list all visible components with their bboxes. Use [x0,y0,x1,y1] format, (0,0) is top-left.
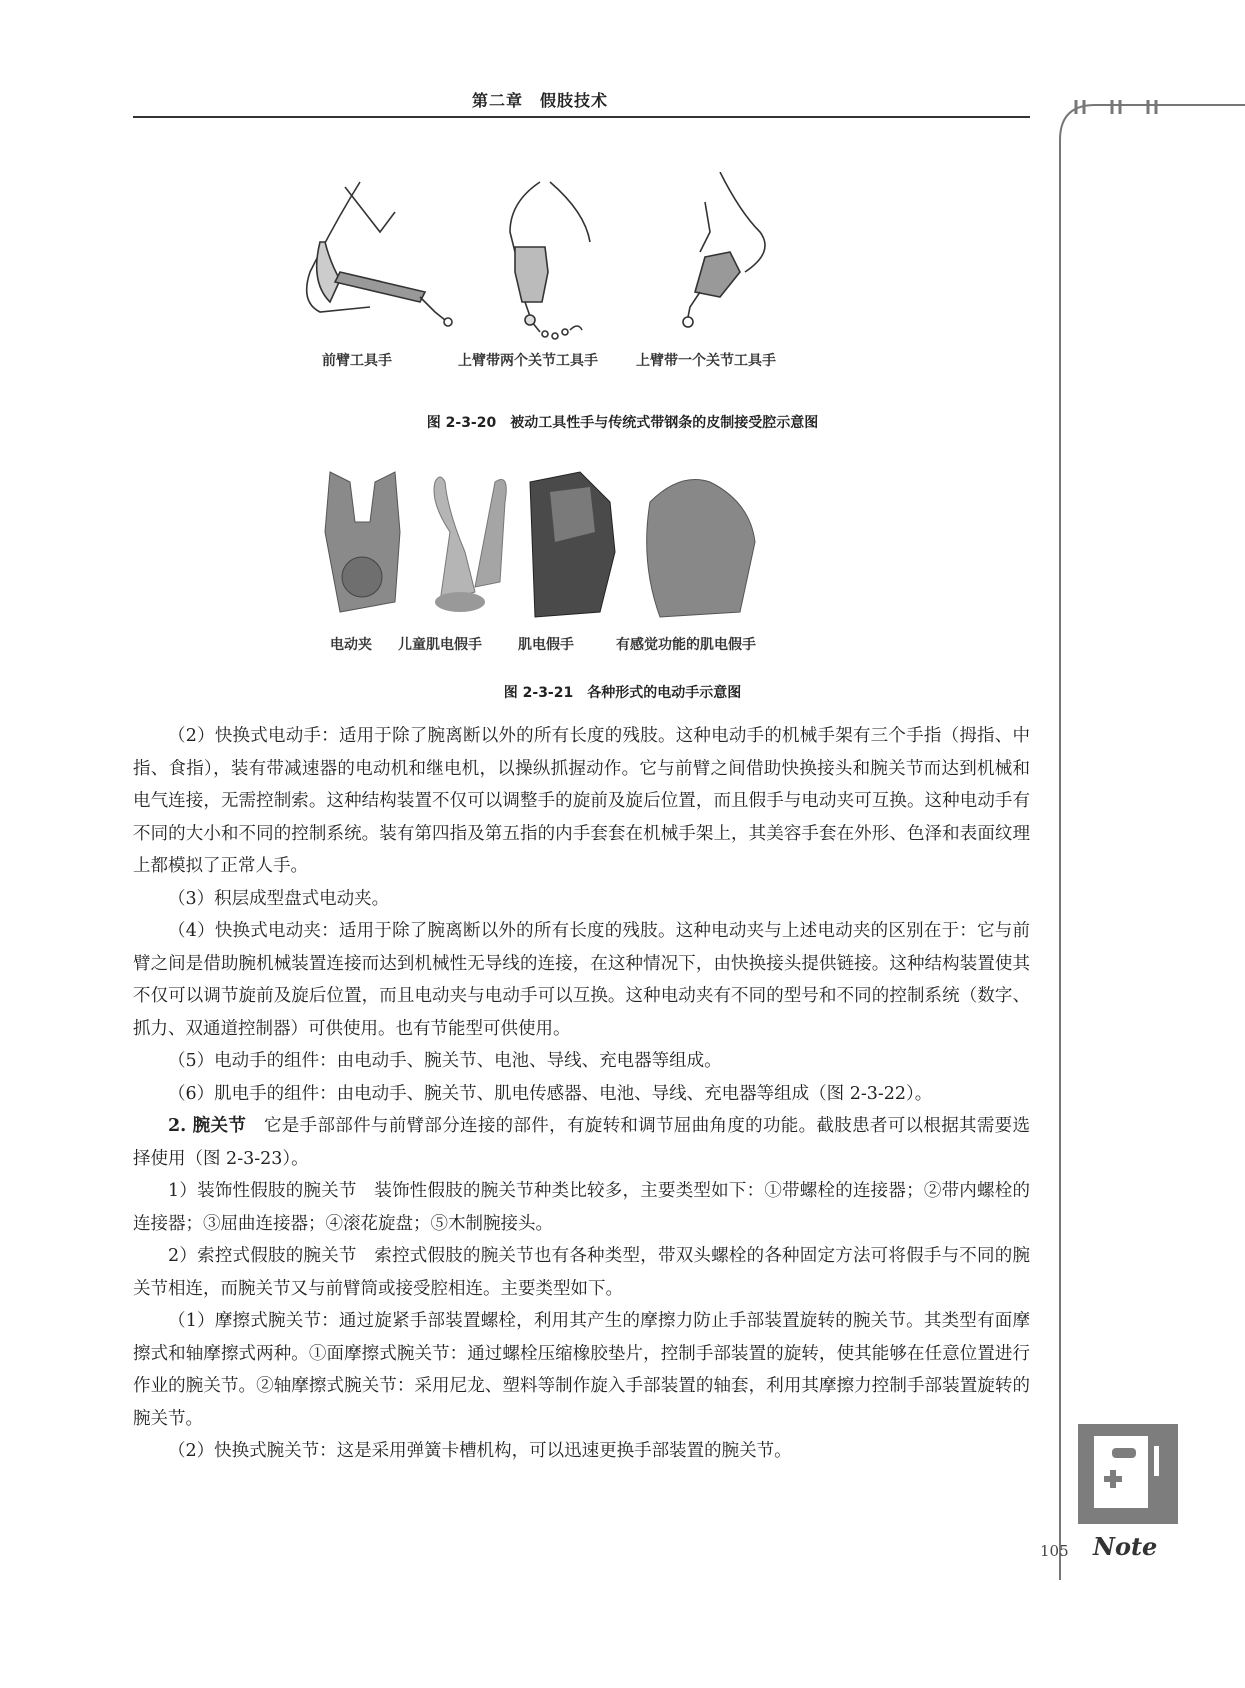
figure-label: 有感觉功能的肌电假手 [616,637,756,653]
paragraph: （5）电动手的组件：由电动手、腕关节、电池、导线、充电器等组成。 [168,1051,722,1071]
paragraph: （3）积层成型盘式电动夹。 [168,888,390,909]
header-rule [133,116,1030,118]
paragraph: （4）快换式电动夹：适用于除了腕离断以外的所有长度的残肢。这种电动夹与上述电动夹的区别在于：它与前臂之间是借助腕机械装置连接而达到机械性无导线的连接，在这种情况下，由快换接头提供链接。这种结构装置使其不仅可以调节旋前及旋后位置，而且电动夹与电动手可以互换。这种电动夹有不同的型号和不同的控制系统（数字、抓力、双通道控制器）可供使用。也有节能型可供使用。 [133,921,1030,1039]
paragraph: （1）摩擦式腕关节：通过旋紧手部装置螺栓，利用其产生的摩擦力防止手部装置旋转的腕关节。其类型有面摩擦式和轴摩擦式两种。①面摩擦式腕关节：通过螺栓压缩橡胶垫片，控制手部装置的旋转，使其能够在任意位置进行作业的腕关节。②轴摩擦式腕关节：采用尼龙、塑料等制作旋入手部装置的轴套，利用其摩擦力控制手部装置旋转的腕关节。 [133,1311,1030,1429]
tool-hand-illustrations [300,172,900,362]
paragraph: 2）索控式假肢的腕关节 索控式假肢的腕关节也有各种类型，带双头螺栓的各种固定方法可将假手与不同的腕关节相连，而腕关节又与前臂筒或接受腔相连。主要类型如下。 [133,1246,1030,1299]
figure-label: 上臂带两个关节工具手 [458,353,598,369]
paragraph: （2）快换式腕关节：这是采用弹簧卡槽机构，可以迅速更换手部装置的腕关节。 [168,1441,792,1461]
paragraph: （2）快换式电动手：适用于除了腕离断以外的所有长度的残肢。这种电动手的机械手架有三个手指（拇指、中指、食指），装有带减速器的电动机和继电机，以操纵抓握动作。它与前臂之间借助快换接头和腕关节而达到机械和电气连接，无需控制索。这种结构装置不仅可以调整手的旋前及旋后位置，而且假手与电动夹可互换。这种电动手有不同的大小和不同的控制系统。装有第四指及第五指的内手套套在机械手架上，其美容手套在外形、色泽和表面纹理上都模拟了正常人手。 [133,726,1030,876]
figure-2-3-20 [300,172,900,402]
figure-label: 前臂工具手 [322,353,392,369]
section-paragraph [133,1110,1030,1175]
body-text [133,720,1030,1468]
electric-hand-photos [300,462,900,627]
figure-label: 电动夹 [330,637,372,653]
side-decoration [1050,100,1245,1580]
section-heading: 2. 腕关节 [168,1116,247,1136]
figure-caption: 图 2-3-21 各种形式的电动手示意图 [503,685,742,701]
section-text: 它是手部部件与前臂部分连接的部件，有旋转和调节屈曲角度的功能。截肢患者可以根据其需要选择使用（图 2-3-23）。 [133,1116,1030,1169]
page-number: 105 [1040,1542,1069,1560]
chapter-header: 第二章 假肢技术 [471,91,608,110]
note-label: Note [1093,1532,1158,1561]
figure-label: 肌电假手 [518,637,574,653]
figure-label: 儿童肌电假手 [398,637,482,653]
figure-2-3-21 [300,462,900,667]
figure-caption: 图 2-3-20 被动工具性手与传统式带钢条的皮制接受腔示意图 [426,415,819,431]
paragraph: （6）肌电手的组件：由电动手、腕关节、肌电传感器、电池、导线、充电器等组成（图 2-3-22）。 [168,1083,933,1104]
figure-label: 上臂带一个关节工具手 [636,353,776,369]
paragraph: 1）装饰性假肢的腕关节 装饰性假肢的腕关节种类比较多，主要类型如下：①带螺栓的连接器；②带内螺栓的连接器；③屈曲连接器；④滚花旋盘；⑤木制腕接头。 [133,1181,1030,1234]
